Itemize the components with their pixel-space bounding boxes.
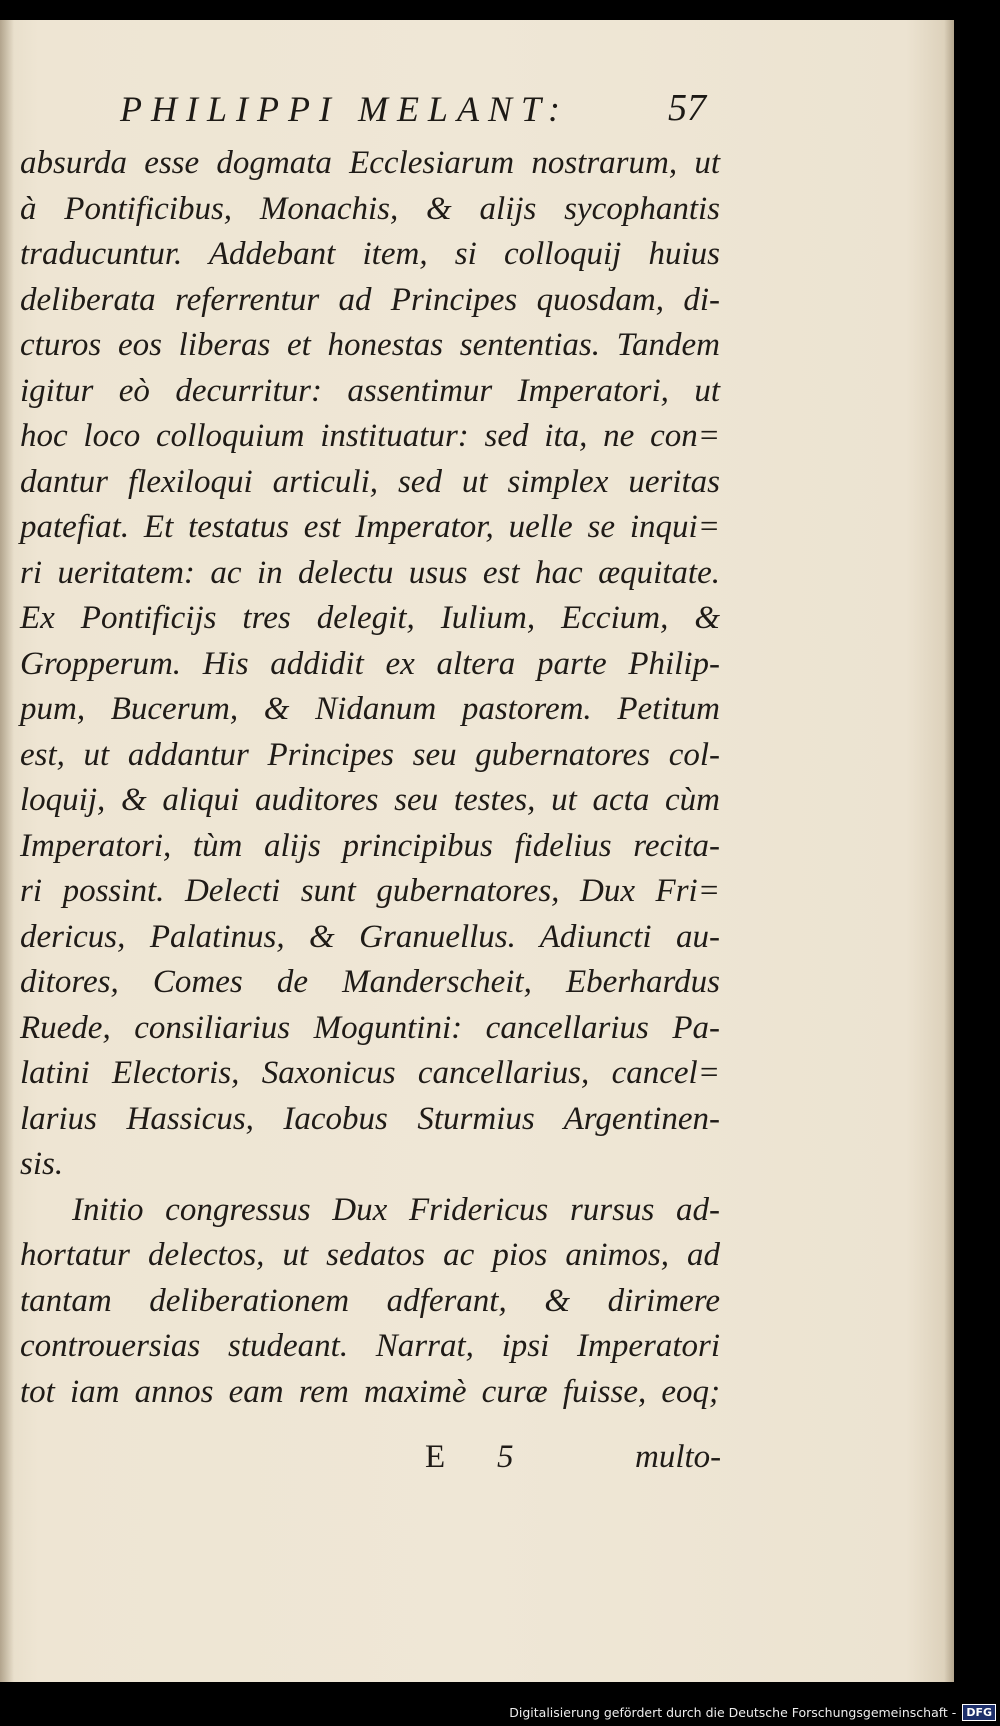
text-line: sis.	[20, 1146, 64, 1182]
text-line: tot iam annos eam rem maximè curæ fuisse, eoq;	[20, 1373, 720, 1410]
text-line: cturos eos liberas et honestas sententias. Tandem	[20, 327, 720, 363]
paragraph-start-line: Initio congressus Dux Fridericus rursus ad-	[72, 1191, 720, 1228]
text-line: deliberata referrentur ad Principes quosdam, di-	[20, 281, 720, 318]
text-line: dericus, Palatinus, & Granuellus. Adiuncti au-	[20, 918, 720, 955]
text-line: Gropperum. His addidit ex altera parte Philip-	[20, 645, 720, 682]
text-line: dantur flexiloqui articuli, sed ut simplex ueritas	[20, 463, 720, 500]
book-page	[0, 20, 954, 1682]
signature-mark: E	[425, 1439, 446, 1475]
text-line: hoc loco colloquium instituatur: sed ita, ne con=	[20, 418, 720, 454]
text-line: à Pontificibus, Monachis, & alijs sycophantis	[20, 190, 720, 227]
text-line: ri possint. Delecti sunt gubernatores, Dux Fri=	[20, 873, 720, 909]
signature-line	[20, 1439, 720, 1484]
text-line: Imperatori, tùm alijs principibus fidelius recita-	[20, 827, 720, 864]
text-line: larius Hassicus, Iacobus Sturmius Argentinen-	[20, 1100, 720, 1137]
text-line: est, ut addantur Principes seu gubernatores col-	[20, 736, 720, 773]
text-line: pum, Bucerum, & Nidanum pastorem. Petitum	[20, 691, 720, 727]
text-line: Ex Pontificijs tres delegit, Iulium, Eccium, &	[20, 600, 720, 636]
text-line: latini Electoris, Saxonicus cancellarius, cancel=	[20, 1055, 720, 1091]
catchword: multo-	[635, 1439, 722, 1475]
signature-number: 5	[497, 1439, 514, 1475]
credit-text: Digitalisierung gefördert durch die Deutsche Forschungsgemeinschaft -	[509, 1704, 957, 1720]
text-line: ri ueritatem: ac in delectu usus est hac æquitate.	[20, 554, 720, 591]
dfg-logo: DFG	[962, 1704, 996, 1721]
text-line: hortatur delectos, ut sedatos ac pios animos, ad	[20, 1237, 720, 1273]
text-line: igitur eò decurritur: assentimur Imperatori, ut	[20, 372, 720, 409]
body-text	[20, 141, 720, 1415]
text-line: Ruede, consiliarius Moguntini: cancellarius Pa-	[20, 1009, 720, 1046]
text-line: patefiat. Et testatus est Imperator, uelle se inqui=	[20, 509, 720, 545]
page-edge-shadow	[944, 20, 954, 1682]
running-head: PHILIPPI MELANT:	[120, 89, 569, 129]
text-line: loquij, & aliqui auditores seu testes, ut acta cùm	[20, 782, 720, 818]
text-line: absurda esse dogmata Ecclesiarum nostrarum, ut	[20, 145, 720, 181]
text-line: traducuntur. Addebant item, si colloquij huius	[20, 236, 720, 272]
page-number: 57	[668, 87, 706, 129]
text-line: controuersias studeant. Narrat, ipsi Imperatori	[20, 1328, 720, 1364]
digitization-credit	[509, 1702, 996, 1722]
text-line: ditores, Comes de Manderscheit, Eberhardus	[20, 964, 720, 1000]
binding-shadow	[0, 20, 14, 1682]
text-line: tantam deliberationem adferant, & dirimere	[20, 1282, 720, 1319]
